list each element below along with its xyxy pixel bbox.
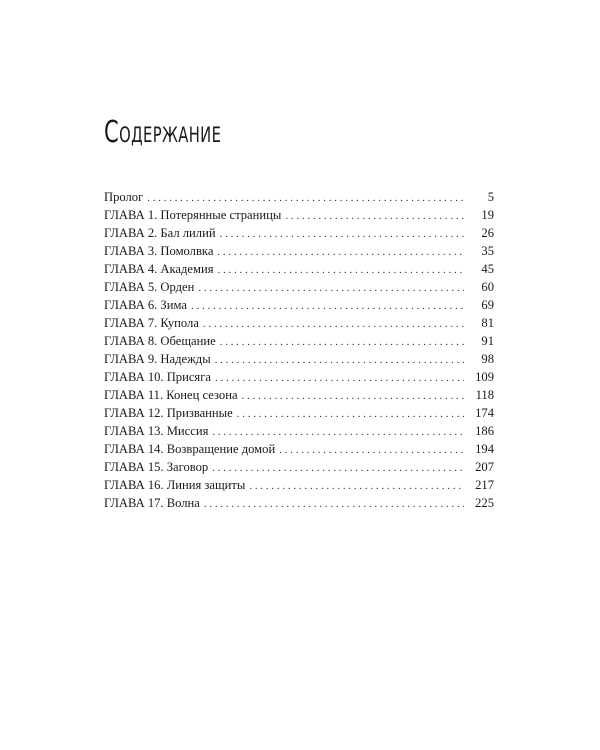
toc-entry-page: 69 bbox=[481, 298, 494, 312]
toc-entry-label: ГЛАВА 7. Купола bbox=[104, 316, 199, 330]
toc-entry-label: ГЛАВА 8. Обещание bbox=[104, 334, 216, 348]
leader-dots bbox=[191, 297, 464, 315]
toc-entry-chapter-11[interactable] bbox=[104, 386, 494, 404]
leader-dots bbox=[220, 225, 464, 243]
toc-entry-label: ГЛАВА 17. Волна bbox=[104, 496, 200, 510]
leader-dots bbox=[212, 423, 464, 441]
leader-dots bbox=[198, 279, 464, 297]
toc-entry-page: 45 bbox=[481, 262, 494, 276]
toc-entry-label: ГЛАВА 14. Возвращение домой bbox=[104, 442, 276, 456]
toc-entry-page: 91 bbox=[481, 334, 494, 348]
toc-entry-chapter-8[interactable] bbox=[104, 332, 494, 350]
toc-entry-chapter-13[interactable] bbox=[104, 422, 494, 440]
toc-entry-label: ГЛАВА 15. Заговор bbox=[104, 460, 209, 474]
leader-dots bbox=[147, 189, 464, 207]
toc-entry-label: ГЛАВА 16. Линия защиты bbox=[104, 478, 246, 492]
toc-entry-label: ГЛАВА 4. Академия bbox=[104, 262, 214, 276]
toc-entry-chapter-15[interactable] bbox=[104, 458, 494, 476]
toc-entry-label: ГЛАВА 6. Зима bbox=[104, 298, 187, 312]
toc-entry-label: Пролог bbox=[104, 190, 144, 204]
leader-dots bbox=[215, 351, 464, 369]
toc-entry-page: 109 bbox=[475, 370, 494, 384]
toc-entry-chapter-5[interactable] bbox=[104, 278, 494, 296]
leader-dots bbox=[212, 459, 464, 477]
toc-entry-label: ГЛАВА 1. Потерянные страницы bbox=[104, 208, 282, 222]
toc-entry-page: 98 bbox=[481, 352, 494, 366]
toc-entry-chapter-4[interactable] bbox=[104, 260, 494, 278]
toc-entry-page: 81 bbox=[481, 316, 494, 330]
leader-dots bbox=[237, 405, 464, 423]
toc-entry-label: ГЛАВА 2. Бал лилий bbox=[104, 226, 216, 240]
leader-dots bbox=[220, 333, 464, 351]
leader-dots bbox=[285, 207, 464, 225]
toc-entry-page: 19 bbox=[481, 208, 494, 222]
toc-entry-label: ГЛАВА 3. Помолвка bbox=[104, 244, 214, 258]
toc-entry-page: 5 bbox=[487, 190, 494, 204]
toc-entry-chapter-2[interactable] bbox=[104, 224, 494, 242]
toc-entry-page: 207 bbox=[475, 460, 494, 474]
toc-entry-page: 217 bbox=[475, 478, 494, 492]
leader-dots bbox=[217, 243, 464, 261]
toc-entry-chapter-16[interactable] bbox=[104, 476, 494, 494]
toc-entry-page: 194 bbox=[475, 442, 494, 456]
toc-entry-page: 118 bbox=[475, 388, 494, 402]
toc-entry-label: ГЛАВА 10. Присяга bbox=[104, 370, 211, 384]
toc-entry-chapter-6[interactable] bbox=[104, 296, 494, 314]
toc-entry-chapter-12[interactable] bbox=[104, 404, 494, 422]
leader-dots bbox=[279, 441, 464, 459]
leader-dots bbox=[242, 387, 464, 405]
toc-entry-label: ГЛАВА 9. Надежды bbox=[104, 352, 211, 366]
toc-entry-chapter-10[interactable] bbox=[104, 368, 494, 386]
toc-entry-page: 60 bbox=[481, 280, 494, 294]
toc-entry-page: 26 bbox=[481, 226, 494, 240]
toc-entry-prologue[interactable] bbox=[104, 188, 494, 206]
toc-entry-chapter-14[interactable] bbox=[104, 440, 494, 458]
toc-entry-label: ГЛАВА 12. Призванные bbox=[104, 406, 233, 420]
toc-entry-label: ГЛАВА 13. Миссия bbox=[104, 424, 209, 438]
table-of-contents bbox=[104, 188, 494, 512]
leader-dots bbox=[203, 315, 464, 333]
toc-entry-chapter-7[interactable] bbox=[104, 314, 494, 332]
toc-entry-page: 225 bbox=[475, 496, 494, 510]
leader-dots bbox=[218, 261, 464, 279]
page-title: Содержание bbox=[104, 115, 222, 150]
toc-entry-chapter-3[interactable] bbox=[104, 242, 494, 260]
toc-entry-chapter-17[interactable] bbox=[104, 494, 494, 512]
toc-entry-chapter-1[interactable] bbox=[104, 206, 494, 224]
leader-dots bbox=[204, 495, 464, 513]
toc-entry-page: 186 bbox=[475, 424, 494, 438]
toc-entry-chapter-9[interactable] bbox=[104, 350, 494, 368]
leader-dots bbox=[249, 477, 464, 495]
toc-entry-page: 35 bbox=[481, 244, 494, 258]
leader-dots bbox=[215, 369, 464, 387]
toc-entry-page: 174 bbox=[475, 406, 494, 420]
toc-entry-label: ГЛАВА 5. Орден bbox=[104, 280, 195, 294]
toc-entry-label: ГЛАВА 11. Конец сезона bbox=[104, 388, 238, 402]
